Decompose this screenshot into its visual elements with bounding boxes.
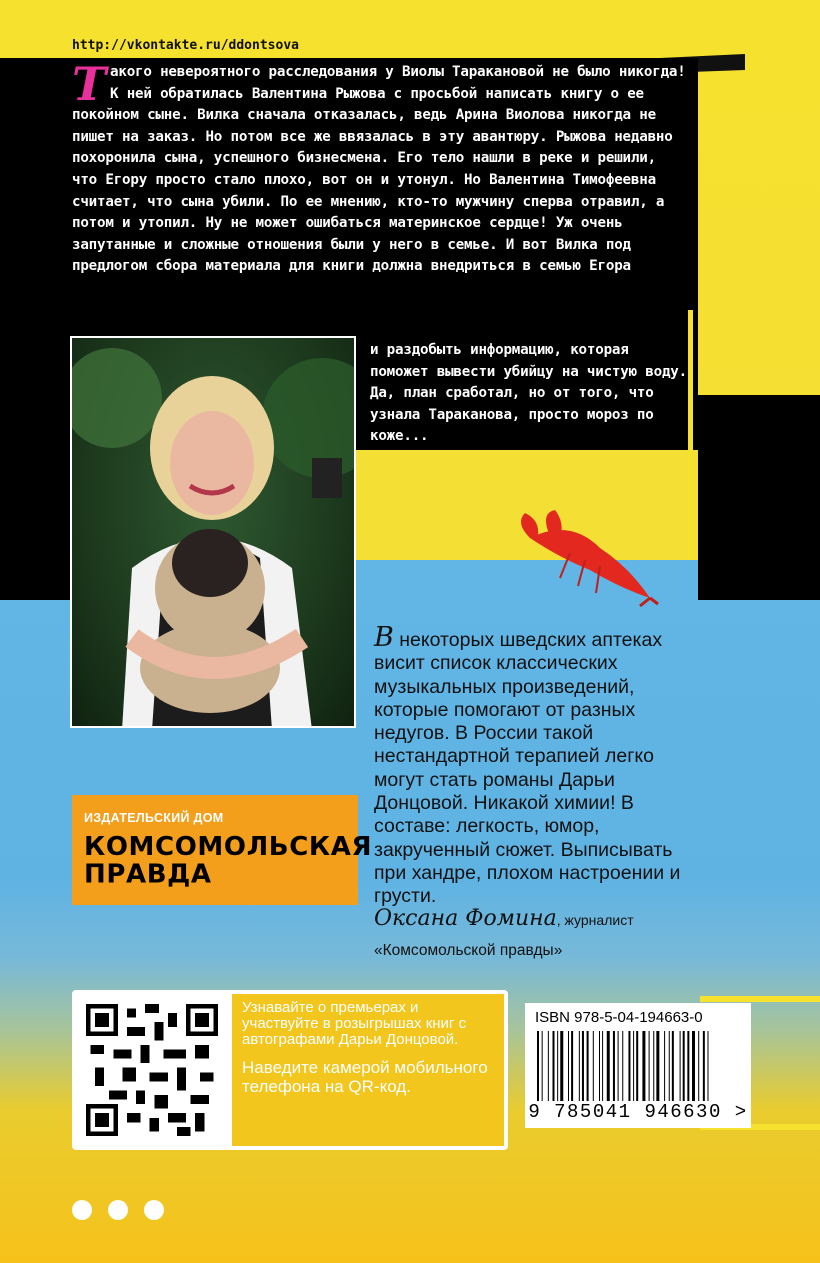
barcode-bar	[672, 1031, 674, 1101]
barcode-bar	[593, 1031, 594, 1101]
lobster-icon	[510, 508, 660, 608]
review-quote	[374, 622, 704, 909]
publisher-line1: КОМСОМОЛЬСКАЯ	[84, 832, 373, 862]
barcode-bar	[582, 1031, 584, 1101]
decorative-dots	[72, 1200, 164, 1220]
barcode-bar	[587, 1031, 589, 1101]
publisher-line2: ПРАВДА	[84, 860, 212, 890]
isbn-text: ISBN 978-5-04-194663-0	[535, 1009, 703, 1026]
barcode	[537, 1031, 743, 1101]
quote-text: некоторых шведских аптеках висит список классических музыкальных произведений, которые помогают от разных недугов. В России такой нестандартной терапией легко могут стать романы Дарьи Донцовой. Никакой химии! В составе: легкость, юмор, закрученный сюжет. Выписывать при хандре, плохом настроении и грусти.	[374, 629, 681, 908]
publisher-small: ИЗДАТЕЛЬСКИЙ ДОМ	[84, 811, 224, 825]
barcode-bar	[669, 1031, 670, 1101]
barcode-bar	[687, 1031, 689, 1101]
barcode-bar	[622, 1031, 623, 1101]
barcode-bar	[633, 1031, 634, 1101]
yellow-line-top	[700, 996, 820, 1002]
barcode-bar	[579, 1031, 580, 1101]
barcode-bar	[560, 1031, 563, 1101]
barcode-bar	[553, 1031, 555, 1101]
black-panel-left	[0, 450, 70, 600]
vk-url[interactable]: http://vkontakte.ru/ddontsova	[72, 38, 299, 53]
black-panel-right	[698, 395, 820, 600]
publisher-logo	[72, 795, 373, 905]
barcode-bar	[703, 1031, 705, 1101]
yellow-stripe	[688, 310, 693, 560]
barcode-bar	[698, 1031, 699, 1101]
barcode-bar	[537, 1031, 539, 1101]
annotation-dropcap: Т	[72, 57, 107, 111]
barcode-bar	[571, 1031, 573, 1101]
qr-text-promo: Узнавайте о премьерах и участвуйте в розыгрышах книг с автографами Дарьи Донцовой.	[242, 999, 467, 1048]
barcode-bar	[656, 1031, 659, 1101]
barcode-bar	[618, 1031, 619, 1101]
barcode-bar	[683, 1031, 685, 1101]
dot	[108, 1200, 128, 1220]
annotation-tail: и раздобыть информацию, которая поможет вывести убийцу на чистую воду. Да, план сработал, но от того, что узнала Тараканова, просто мороз по коже...	[370, 342, 687, 445]
barcode-bar	[568, 1031, 569, 1101]
author-name: Оксана Фомина	[374, 906, 557, 931]
barcode-bar	[680, 1031, 681, 1101]
barcode-bar	[692, 1031, 695, 1101]
barcode-bar	[642, 1031, 645, 1101]
barcode-bar	[613, 1031, 615, 1101]
barcode-bar	[664, 1031, 665, 1101]
barcode-bar	[548, 1031, 549, 1101]
barcode-digits: 9 785041 946630 >	[528, 1101, 748, 1123]
quote-dropcap: В	[374, 622, 394, 653]
isbn-block	[525, 1003, 751, 1128]
barcode-bar	[628, 1031, 630, 1101]
author-role: , журналист	[556, 912, 634, 928]
barcode-bar	[607, 1031, 610, 1101]
qr-block	[72, 990, 508, 1150]
qr-code[interactable]	[86, 1004, 218, 1136]
author-photo	[70, 336, 356, 728]
qr-text	[232, 994, 504, 1146]
barcode-bar	[542, 1031, 543, 1101]
quote-author	[374, 906, 634, 931]
barcode-bar	[636, 1031, 638, 1101]
barcode-bar	[653, 1031, 654, 1101]
barcode-bar	[557, 1031, 558, 1101]
barcode-bar	[599, 1031, 600, 1101]
qr-text-instructions: Наведите камерой мобильного телефона на QR-код.	[242, 1058, 488, 1096]
barcode-bar	[708, 1031, 709, 1101]
dot	[72, 1200, 92, 1220]
barcode-bar	[649, 1031, 650, 1101]
author-org: «Комсомольской правды»	[374, 942, 563, 959]
dot	[144, 1200, 164, 1220]
annotation	[72, 57, 688, 445]
barcode-bar	[602, 1031, 603, 1101]
annotation-text: акого невероятного расследования у Виолы Таракановой не было никогда! К ней обратилась Валентина Рыжова с просьбой написать книгу о ее покойном сыне. Вилка сначала отказалась, ведь Арина Виолова никогда не пишет на заказ. Но потом все же ввязалась в эту авантюру. Рыжова недавно похоронила сына, успешного бизнесмена. Его тело нашли в реке и решили, что Егору просто стало плохо, вот он и утонул. Но Валентина Тимофеевна считает, что сына убили. По ее мнению, кто-то мужчину сперва отравил, а потом и утопил. Ну не может ошибаться материнское сердце! Уж очень запутанные и сложные отношения были у него в семье. И вот Вилка под предлогом сбора материала для книги должна внедриться в семью Егора	[72, 64, 686, 275]
